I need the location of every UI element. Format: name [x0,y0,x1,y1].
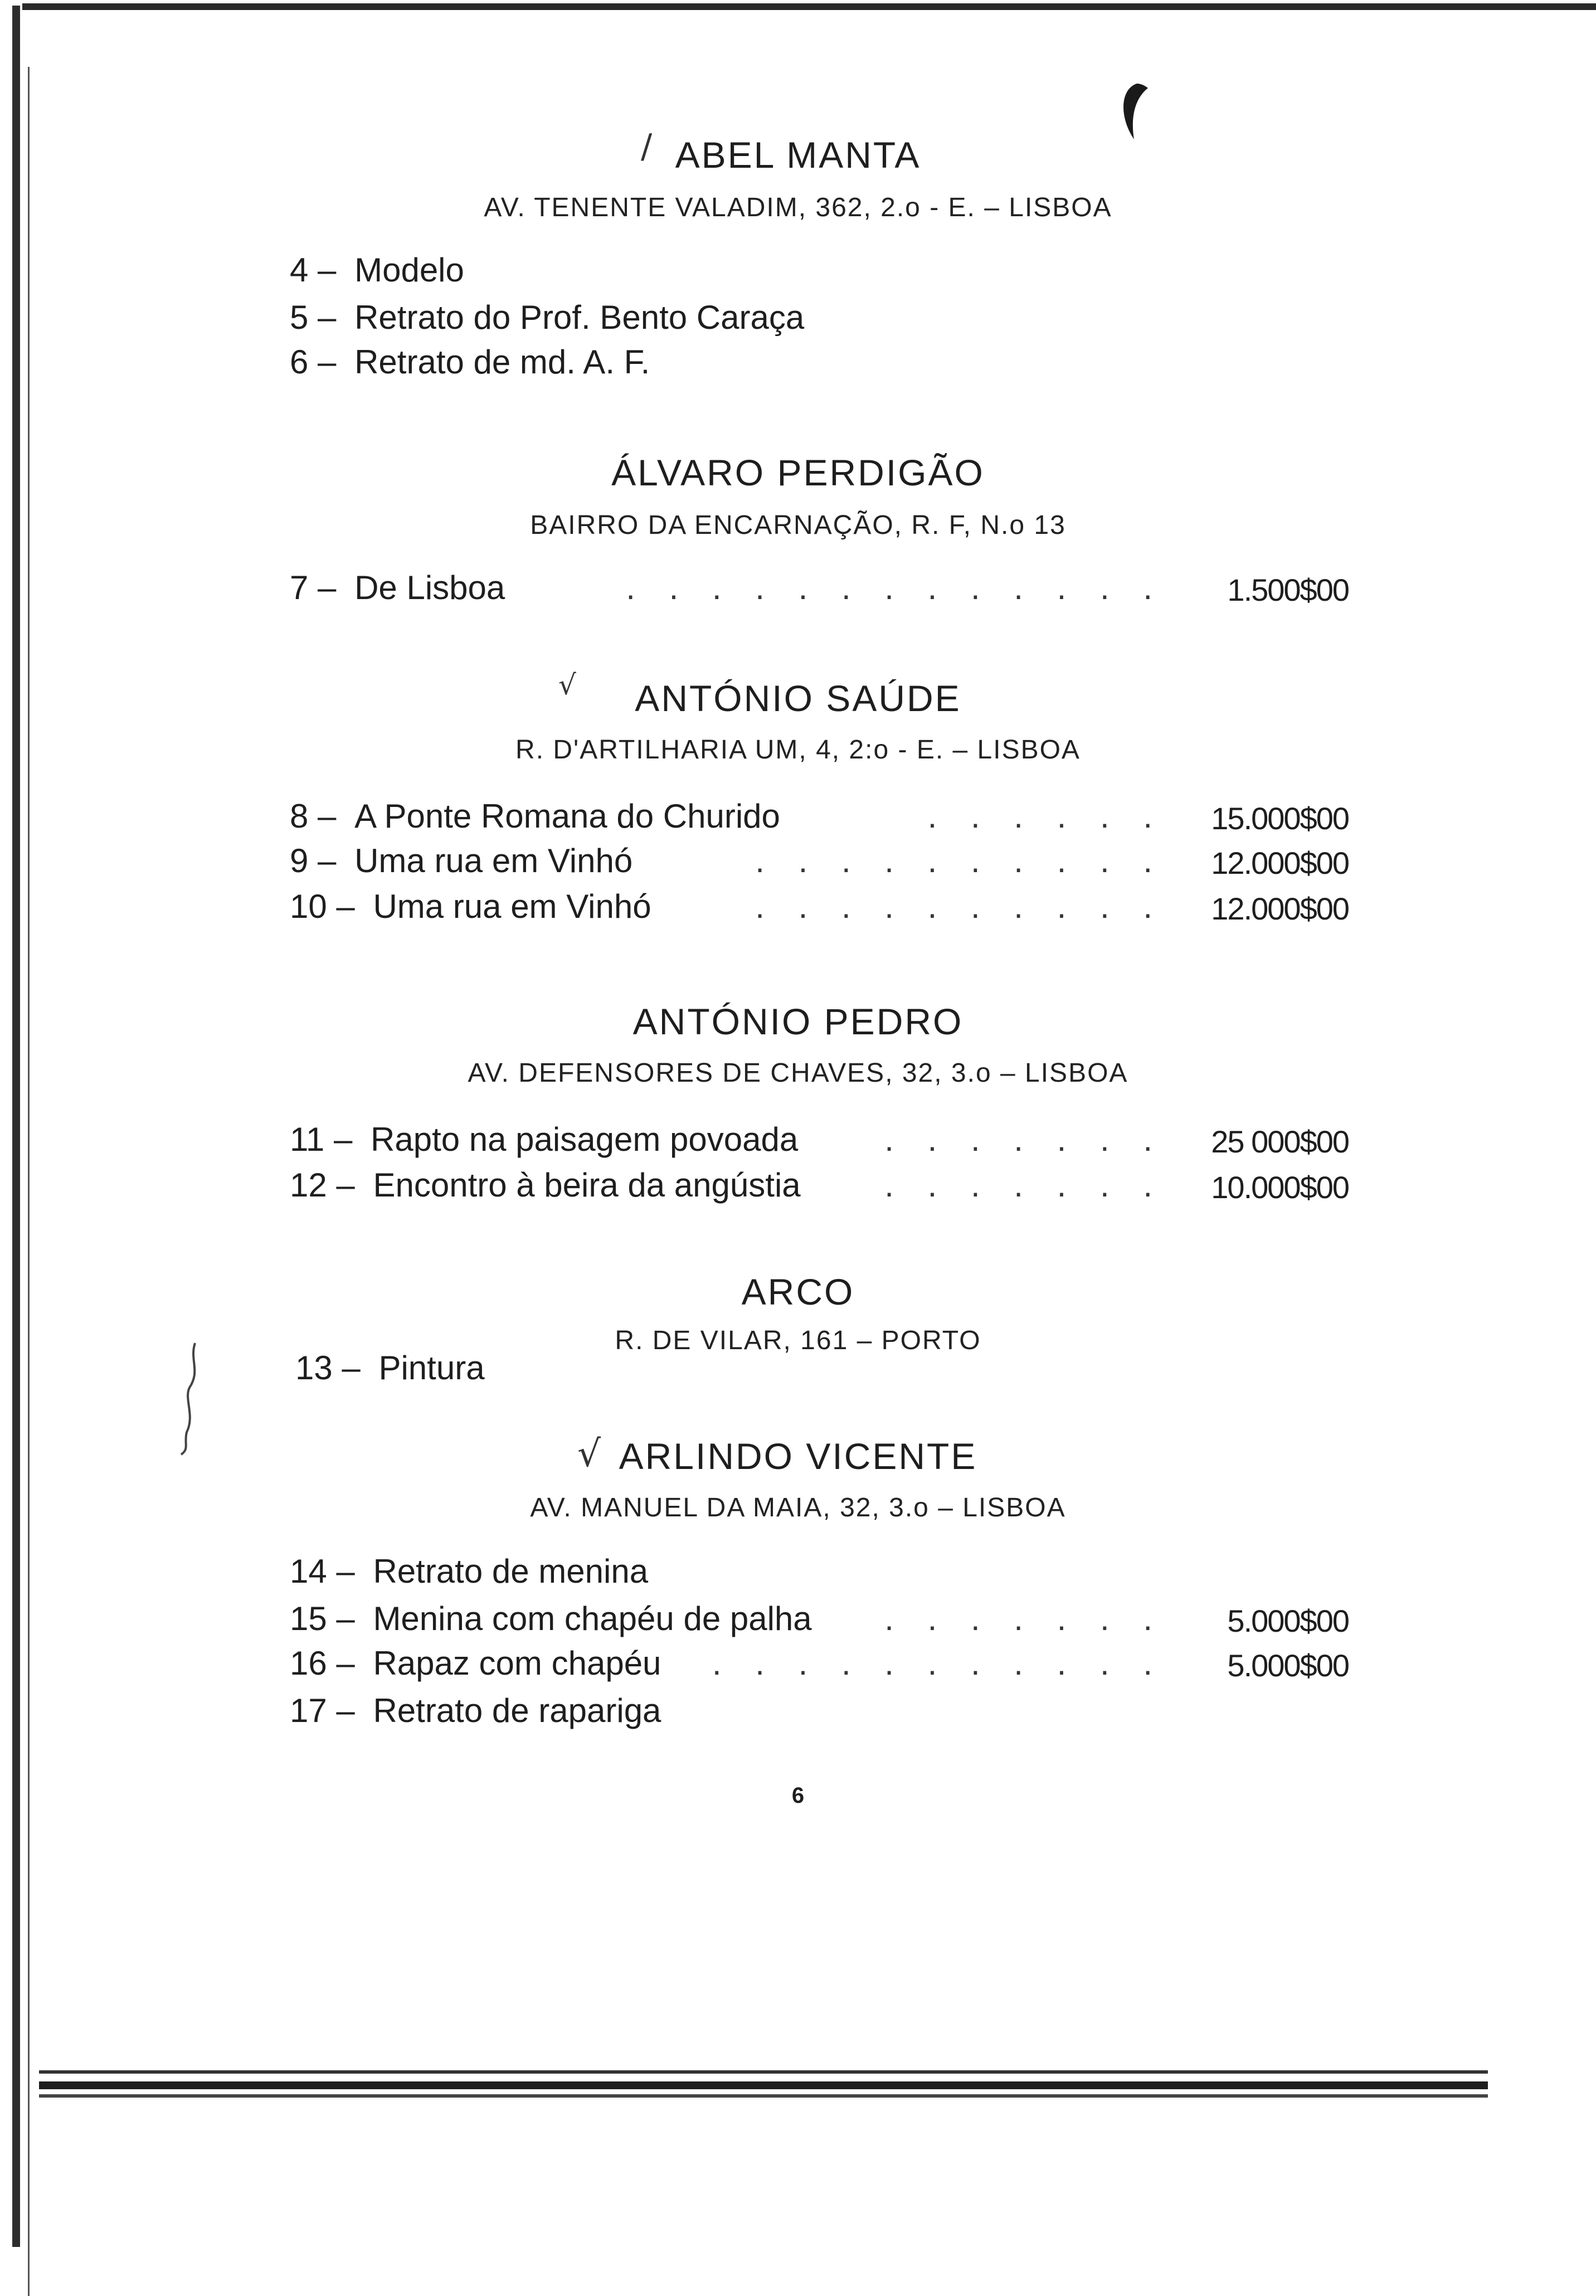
page-edge-bottom-rule-thick [39,2081,1488,2089]
leader-dots: . . . . . . . . . . . . . [626,569,1165,606]
artist-name: ARLINDO VICENTE [619,1436,977,1477]
leader-dots: . . . . . . . . . . [755,888,1165,925]
catalog-item [290,1120,1349,1165]
item-number: 6 – [290,343,337,381]
item-number: 10 – [290,888,355,925]
item-number: 4 – [290,251,337,289]
page-number: 6 [791,1783,805,1808]
check-mark-antonio-saude: √ [558,669,576,701]
artist-address: AV. TENENTE VALADIM, 362, 2.o - E. – LISBOA [484,193,1112,222]
leader-dots: . . . . . . [927,797,1165,835]
catalog-item [290,1166,1349,1210]
artist-address: AV. DEFENSORES DE CHAVES, 32, 3.o – LISBOA [468,1058,1128,1088]
item-title: Menina com chapéu de palha [373,1600,812,1637]
item-price: 5.000$00 [1227,1603,1349,1638]
page-edge-left [12,6,20,2247]
item-number: 7 – [290,569,337,606]
leader-dots: . . . . . . . . . . . [712,1645,1165,1682]
artist-address: AV. MANUEL DA MAIA, 32, 3.o – LISBOA [530,1493,1066,1522]
item-number: 13 – [295,1349,361,1387]
item-title: Retrato de md. A. F. [354,343,650,381]
item-title: Retrato de menina [373,1553,649,1590]
page-edge-bottom-rule-thin [39,2094,1488,2098]
item-title: Encontro à beira da angústia [373,1166,801,1204]
artist-name: ABEL MANTA [675,134,921,176]
item-price: 5.000$00 [1227,1648,1349,1683]
catalog-item [290,887,1349,932]
item-title: A Ponte Romana do Churido [354,797,780,835]
item-price: 10.000$00 [1211,1170,1349,1205]
item-number: 12 – [290,1166,355,1204]
item-number: 17 – [290,1692,355,1729]
leader-dots: . . . . . . . [884,1600,1165,1637]
item-number: 9 – [290,842,337,879]
item-number: 16 – [290,1645,355,1682]
artist-address: BAIRRO DA ENCARNAÇÃO, R. F, N.o 13 [530,510,1066,540]
artist-name: ANTÓNIO SAÚDE [635,678,961,719]
catalog-item [290,343,1349,387]
item-title: Rapaz com chapéu [373,1645,661,1682]
item-title: De Lisboa [354,569,505,606]
catalog-item [290,1691,1349,1736]
item-number: 5 – [290,299,337,336]
item-number: 15 – [290,1600,355,1637]
catalog-item [290,251,1349,295]
catalog-item [290,841,1349,886]
page-edge-bottom-rule [39,2070,1488,2074]
artist-name: ANTÓNIO PEDRO [632,1001,964,1042]
catalog-item [290,1599,1349,1644]
item-title: Retrato do Prof. Bento Caraça [354,299,805,336]
catalog-item [295,1349,1354,1393]
leader-dots: . . . . . . . . . . [755,842,1165,879]
item-title: Rapto na paisagem povoada [371,1121,799,1158]
artist-name: ARCO [741,1271,855,1312]
page-edge-left-inner [28,67,30,2296]
catalog-item [290,797,1349,841]
catalog-item [290,298,1349,343]
item-title: Uma rua em Vinhó [373,888,651,925]
item-price: 12.000$00 [1211,891,1349,926]
item-number: 11 – [290,1121,353,1158]
item-title: Uma rua em Vinhó [354,842,633,879]
artist-address: R. D'ARTILHARIA UM, 4, 2:o - E. – LISBOA [515,735,1081,765]
item-title: Modelo [354,251,464,289]
item-price: 1.500$00 [1227,572,1349,607]
item-title: Retrato de rapariga [373,1692,661,1729]
item-price: 15.000$00 [1211,801,1349,836]
item-number: 8 – [290,797,337,835]
leader-dots: . . . . . . . [884,1121,1165,1158]
check-mark-abel-manta: / [641,127,653,166]
page-edge-top [22,3,1596,10]
catalog-item [290,1644,1349,1689]
item-title: Pintura [378,1349,485,1387]
artist-name: ÁLVARO PERDIGÃO [611,452,985,493]
item-price: 25 000$00 [1211,1124,1349,1159]
catalog-item [290,1552,1349,1597]
leader-dots: . . . . . . . [884,1166,1165,1204]
artist-address: R. DE VILAR, 161 – PORTO [615,1326,981,1355]
item-number: 14 – [290,1553,355,1590]
catalog-item [290,568,1349,613]
check-mark-arlindo-vicente: √ [577,1432,601,1475]
item-price: 12.000$00 [1211,845,1349,881]
